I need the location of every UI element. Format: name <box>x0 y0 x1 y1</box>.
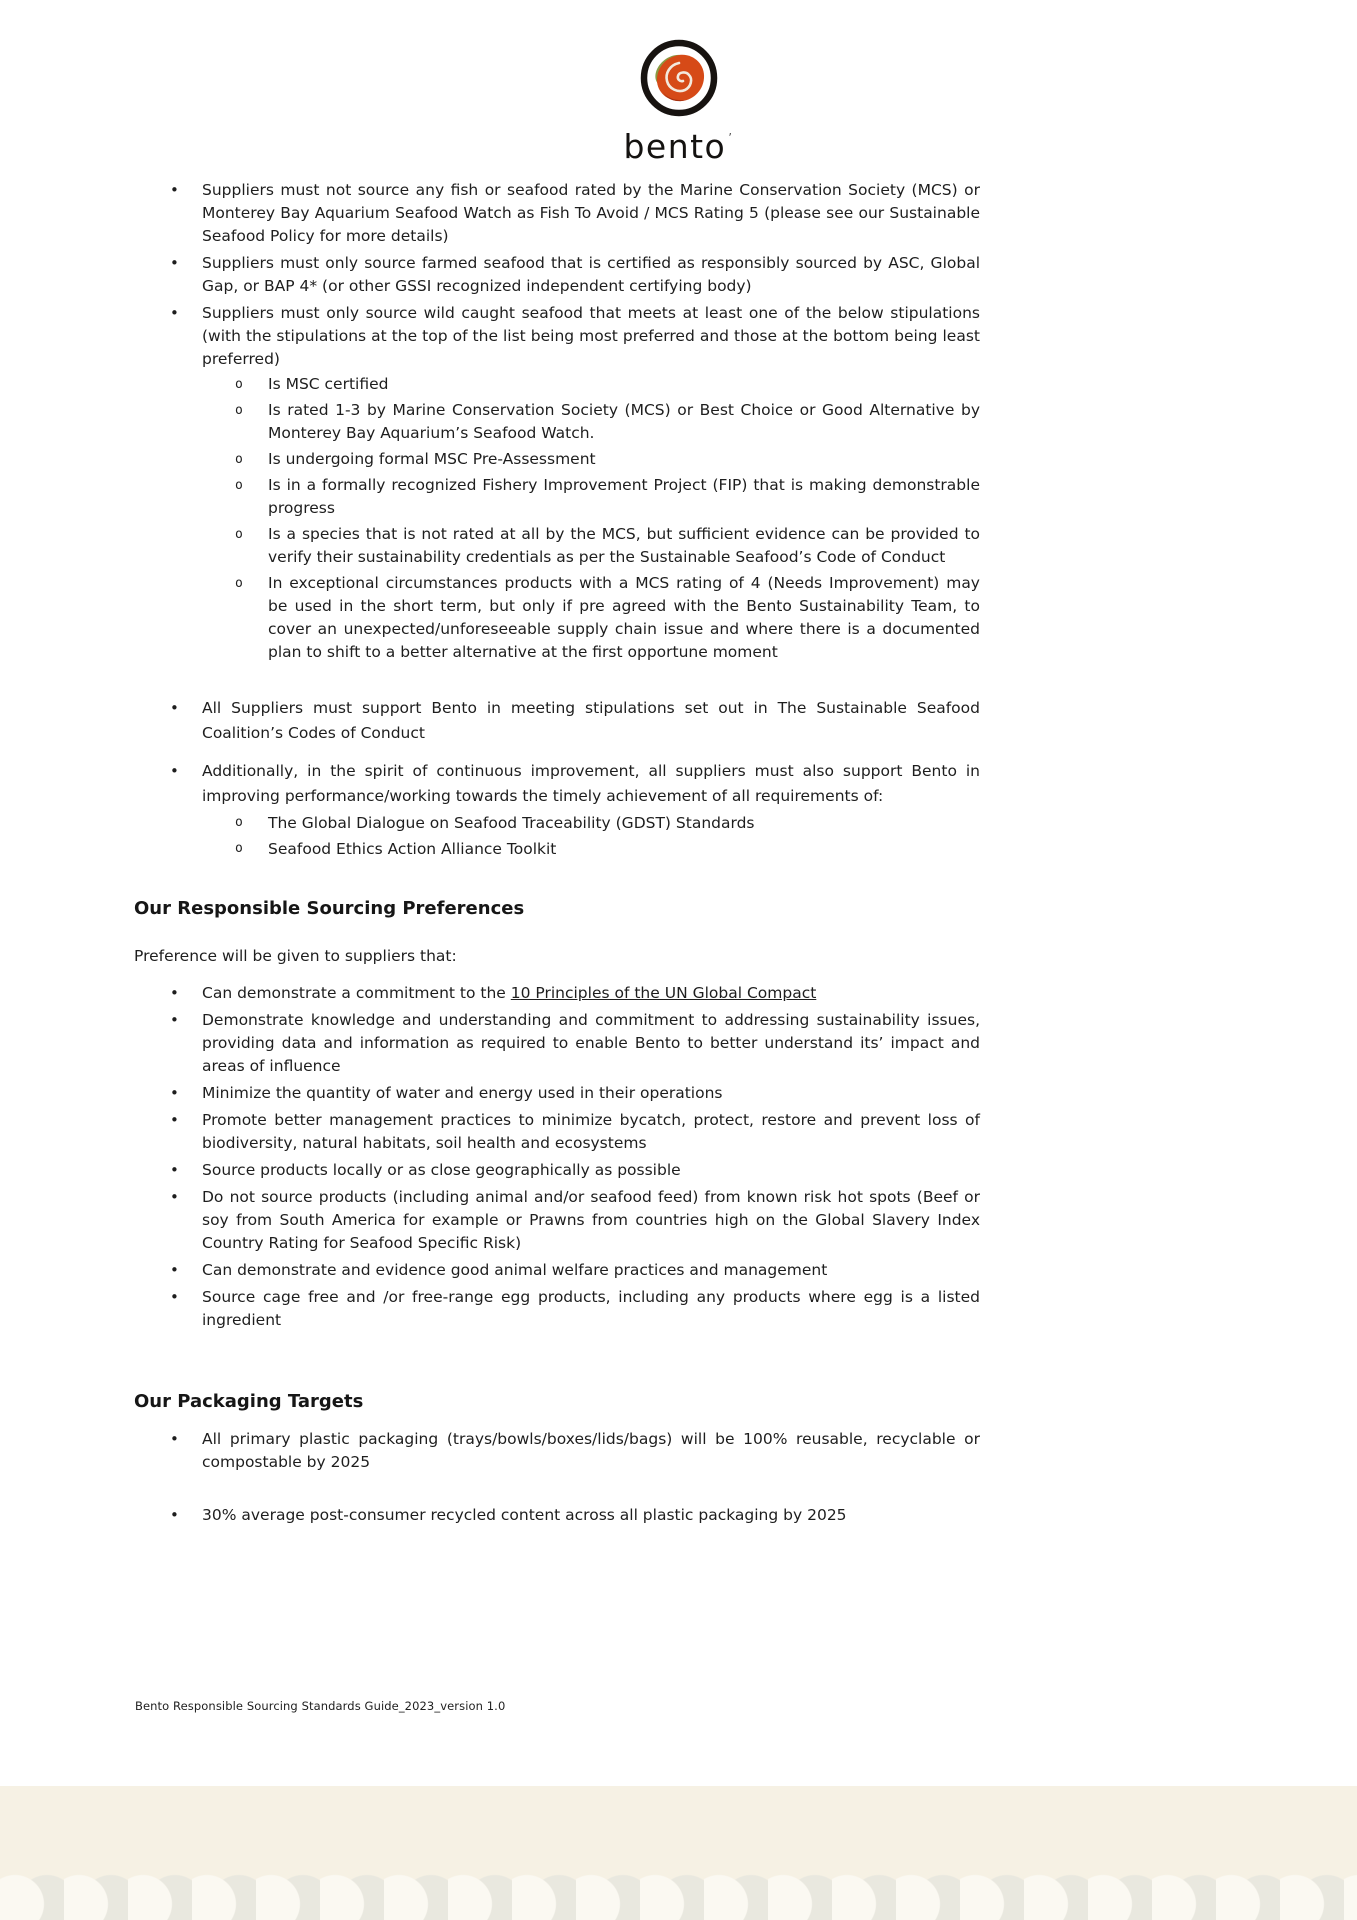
list-item <box>134 1504 980 1527</box>
list-item-text: Promote better management practices to minimize bycatch, protect, restore and prevent loss of biodiversity, natural habitats, soil health and ecosystems <box>202 1111 980 1152</box>
list-item-text: Can demonstrate a commitment to the <box>202 984 511 1002</box>
list-item <box>202 837 980 861</box>
list-item <box>134 1159 980 1182</box>
list-item-text: Minimize the quantity of water and energy used in their operations <box>202 1084 723 1102</box>
logo-wordmark <box>0 122 1357 166</box>
list-item <box>134 1082 980 1105</box>
section-heading-responsible-sourcing-preferences: Our Responsible Sourcing Preferences <box>134 898 525 919</box>
document-footer <box>135 1699 505 1713</box>
logo <box>0 0 1357 166</box>
list-item <box>134 302 980 664</box>
list-item <box>202 399 980 445</box>
continuous-improvement-list <box>202 811 980 861</box>
list-item-text: Can demonstrate and evidence good animal welfare practices and management <box>202 1261 828 1279</box>
section-heading-packaging-targets: Our Packaging Targets <box>134 1391 364 1412</box>
preferences-intro: Preference will be given to suppliers that: <box>134 947 457 965</box>
list-item <box>134 1428 980 1474</box>
logo-brand-text: bento <box>623 127 727 166</box>
list-item <box>202 474 980 520</box>
list-item <box>202 523 980 569</box>
list-item <box>134 252 980 298</box>
logo-trademark-mark: ’ <box>728 131 734 145</box>
list-item-text: Suppliers must only source wild caught seafood that meets at least one of the below stipulations (with the stipulations at the top of the list being most preferred and those at the bottom being least preferred) <box>202 304 980 368</box>
list-item <box>202 373 980 396</box>
list-item-text: Is in a formally recognized Fishery Improvement Project (FIP) that is making demonstrable progress <box>268 476 980 517</box>
decorative-bottom-border <box>0 1786 1357 1920</box>
list-item-text: Is a species that is not rated at all by the MCS, but sufficient evidence can be provided to verify their sustainability credentials as per the Sustainable Seafood’s Code of Conduct <box>268 525 980 566</box>
list-item-text: In exceptional circumstances products with a MCS rating of 4 (Needs Improvement) may be used in the short term, but only if pre agreed with the Bento Sustainability Team, to cover an unexpected/unforeseeable supply chain issue and where there is a documented plan to shift to a better alternative at the first opportune moment <box>268 574 980 661</box>
list-item-text: Is rated 1-3 by Marine Conservation Society (MCS) or Best Choice or Good Alternative by Monterey Bay Aquarium’s Seafood Watch. <box>268 401 980 442</box>
un-global-compact-link[interactable]: 10 Principles of the UN Global Compact <box>510 984 817 1002</box>
preferences-list <box>134 982 980 1332</box>
packaging-targets-list <box>134 1428 980 1527</box>
list-item <box>134 759 980 861</box>
list-item <box>134 982 980 1005</box>
supplier-support-list <box>134 696 980 861</box>
list-item-text: All primary plastic packaging (trays/bowls/boxes/lids/bags) will be 100% reusable, recyclable or compostable by 2025 <box>202 1430 980 1471</box>
list-item-text: The Global Dialogue on Seafood Traceability (GDST) Standards <box>268 814 755 832</box>
bento-logo-icon <box>627 34 731 122</box>
list-item <box>134 1286 980 1332</box>
list-item <box>134 696 980 746</box>
scallop-pattern <box>0 1860 1357 1920</box>
list-item-text: Suppliers must only source farmed seafood that is certified as responsibly sourced by ASC, Global Gap, or BAP 4* (or other GSSI recognized independent certifying body) <box>202 254 980 295</box>
list-item-text: Is undergoing formal MSC Pre-Assessment <box>268 450 596 468</box>
list-item <box>202 448 980 471</box>
footer-text: Bento Responsible Sourcing Standards Guide_2023_version 1.0 <box>135 1699 506 1713</box>
list-item-text: Suppliers must not source any fish or seafood rated by the Marine Conservation Society (MCS) or Monterey Bay Aquarium Seafood Watch as Fish To Avoid / MCS Rating 5 (please see our Sustainable Seafood Policy for more details) <box>202 181 980 245</box>
list-item-text: 30% average post-consumer recycled content across all plastic packaging by 2025 <box>202 1506 847 1524</box>
wild-caught-stipulations-list <box>202 373 980 664</box>
list-item <box>134 1109 980 1155</box>
list-item-text: Source products locally or as close geographically as possible <box>202 1161 681 1179</box>
list-item-text: Additionally, in the spirit of continuous improvement, all suppliers must also support Bento in improving performance/working towards the timely achievement of all requirements of: <box>202 762 980 805</box>
list-item-text: Source cage free and /or free-range egg products, including any products where egg is a listed ingredient <box>202 1288 980 1329</box>
sourcing-requirements-list <box>134 179 980 664</box>
list-item-text: All Suppliers must support Bento in meeting stipulations set out in The Sustainable Seafood Coalition’s Codes of Conduct <box>202 699 980 742</box>
list-item <box>202 572 980 664</box>
document-body <box>134 179 980 1527</box>
list-item <box>202 811 980 835</box>
list-item <box>134 1009 980 1078</box>
list-item-text: Seafood Ethics Action Alliance Toolkit <box>268 840 557 858</box>
list-item <box>134 1259 980 1282</box>
list-item-text: Demonstrate knowledge and understanding and commitment to addressing sustainability issues, providing data and information as required to enable Bento to better understand its’ impact and areas of influence <box>202 1011 980 1075</box>
list-item <box>134 179 980 248</box>
list-item <box>134 1186 980 1255</box>
list-item-text: Is MSC certified <box>268 375 389 393</box>
list-item-text: Do not source products (including animal and/or seafood feed) from known risk hot spots (Beef or soy from South America for example or Prawns from countries high on the Global Slavery Index Country Rating for Seafood Specific Risk) <box>202 1188 980 1252</box>
